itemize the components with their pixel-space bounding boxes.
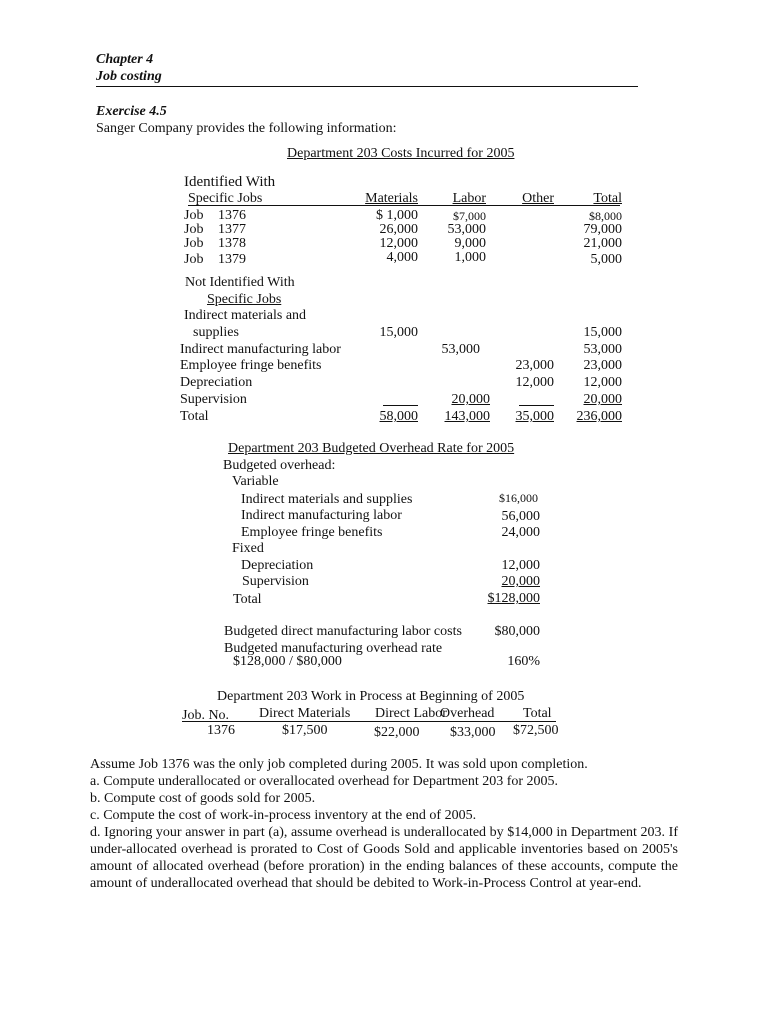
col-overhead: Overhead [440,706,495,721]
rate-label: Budgeted manufacturing overhead rate [224,641,443,656]
col-materials: Materials [365,191,418,206]
row-label: Depreciation [180,375,253,390]
job-materials: $ 1,000 [376,208,418,223]
variable-label: Variable [232,474,279,489]
row-other: 23,000 [515,358,554,373]
job-label: Job [184,208,204,223]
col-labor: Labor [452,191,486,206]
blank-rule [383,405,418,406]
dl-cost-label: Budgeted direct manufacturing labor costs [224,624,462,639]
item-label: Depreciation [241,558,314,573]
budget-table-title: Department 203 Budgeted Overhead Rate for 2005 [228,441,515,456]
budget-total-value: $128,000 [487,591,540,606]
rate-value: 160% [507,654,540,669]
fixed-label: Fixed [232,541,264,556]
item-label: Indirect manufacturing labor [241,508,402,523]
job-label: Job [184,222,204,237]
wip-job: 1376 [207,723,235,738]
job-total: 5,000 [590,252,622,267]
total-other: 35,000 [515,409,554,424]
wip-oh: $33,000 [450,725,496,740]
chapter-subtitle: Job costing [96,69,162,84]
item-label: Indirect materials and supplies [241,492,413,507]
job-materials: 26,000 [379,222,418,237]
question-c: c. Compute the cost of work-in-process inventory at the end of 2005. [90,808,477,823]
exercise-title: Exercise 4.5 [96,104,167,119]
job-number: 1379 [218,252,246,267]
job-materials: 4,000 [386,250,418,265]
row-total: 12,000 [583,375,622,390]
item-value: $16,000 [499,491,538,505]
job-labor: $7,000 [453,209,486,223]
total-total: 236,000 [576,409,622,424]
job-label: Job [184,252,204,267]
group-identified-label-2: Specific Jobs [188,191,263,206]
row-total: 23,000 [583,358,622,373]
item-value: 24,000 [501,525,540,540]
item-value: 12,000 [501,558,540,573]
row-other: 12,000 [515,375,554,390]
col-total: Total [593,191,622,206]
budgeted-overhead-label: Budgeted overhead: [223,458,336,473]
job-total: 21,000 [583,236,622,251]
col-direct-labor: Direct Labor [375,706,447,721]
dl-cost-value: $80,000 [494,624,540,639]
row-total: 53,000 [583,342,622,357]
job-labor: 53,000 [447,222,486,237]
question-assume: Assume Job 1376 was the only job completed during 2005. It was sold upon completion. [90,757,588,772]
wip-total: $72,500 [513,723,559,738]
wip-header-rule [182,721,556,722]
wip-dm: $17,500 [282,723,328,738]
chapter-heading: Chapter 4 [96,52,154,67]
header-rule [96,86,638,87]
total-materials: 58,000 [379,409,418,424]
job-materials: 12,000 [379,236,418,251]
job-total: 79,000 [583,222,622,237]
question-d: d. Ignoring your answer in part (a), assume overhead is underallocated by $14,000 in Department 203. If under-allocated overhead is prorated to Cost of Goods Sold and applicable inventories based on 2005's amount of allocated overhead (before proration) in the ending balances of these accounts, compute the amount of underallocated overhead that should be debited to Work-in-Process Control at year-end. [90,825,678,891]
row-label: Indirect materials and [184,308,307,323]
exercise-intro: Sanger Company provides the following information: [96,121,397,136]
rate-calc: $128,000 / $80,000 [233,654,342,669]
question-a: a. Compute underallocated or overallocated overhead for Department 203 for 2005. [90,774,559,789]
job-number: 1378 [218,236,246,251]
row-labor: 20,000 [451,392,490,407]
item-value: 20,000 [501,574,540,589]
row-total: 20,000 [583,392,622,407]
budget-total-label: Total [233,592,262,607]
row-total: 15,000 [583,325,622,340]
row-materials: 15,000 [379,325,418,340]
job-labor: 1,000 [454,250,486,265]
group-not-identified-label: Not Identified With [185,275,295,290]
col-wip-total: Total [523,706,552,721]
row-label: Supervision [180,392,247,407]
blank-rule [519,405,554,406]
row-label-continued: supplies [193,325,239,340]
row-labor: 53,000 [441,342,480,357]
total-labor: 143,000 [444,409,490,424]
item-label: Employee fringe benefits [241,525,383,540]
job-label: Job [184,236,204,251]
questions [90,756,678,892]
costs-table-title: Department 203 Costs Incurred for 2005 [287,146,515,161]
job-number: 1376 [218,208,246,223]
group-not-identified-label-2: Specific Jobs [207,292,282,307]
wip-dl: $22,000 [374,725,420,740]
item-label: Supervision [242,574,309,589]
col-job-no: Job. No. [182,708,230,723]
question-b: b. Compute cost of goods sold for 2005. [90,791,316,806]
col-direct-materials: Direct Materials [259,706,351,721]
job-total: $8,000 [589,209,622,223]
col-other: Other [522,191,554,206]
job-number: 1377 [218,222,246,237]
row-label: Employee fringe benefits [180,358,322,373]
row-label: Indirect manufacturing labor [180,342,341,357]
job-labor: 9,000 [454,236,486,251]
wip-table-title: Department 203 Work in Process at Beginning of 2005 [217,689,525,704]
total-label: Total [180,409,209,424]
item-value: 56,000 [501,509,540,524]
group-identified-label: Identified With [184,174,276,190]
